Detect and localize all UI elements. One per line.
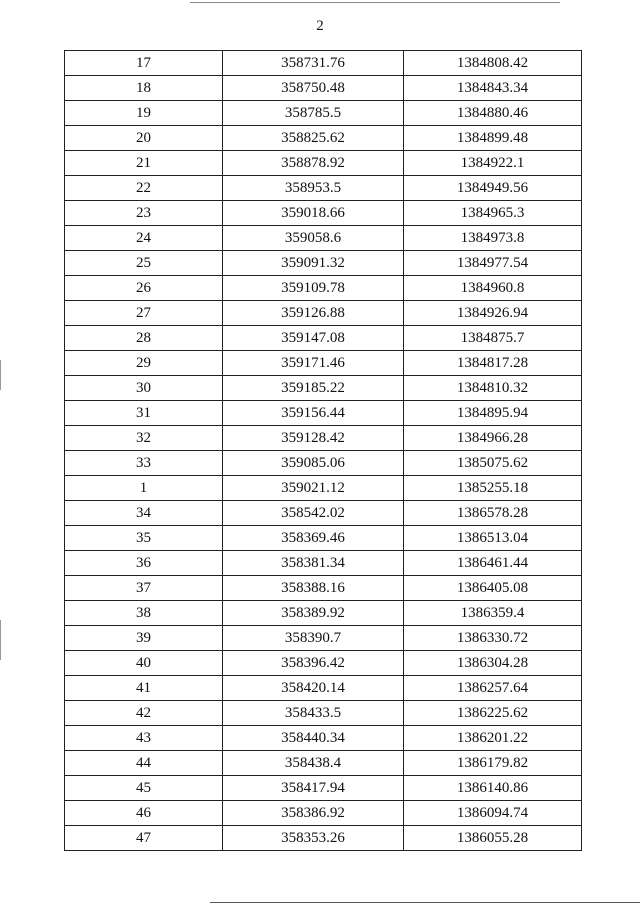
bottom-scan-line: [210, 902, 640, 903]
table-row: [65, 526, 582, 551]
x-coordinate-cell: 358878.92: [223, 151, 404, 176]
x-coordinate-cell: 358731.76: [223, 51, 404, 76]
x-coordinate-cell: 358438.4: [223, 751, 404, 776]
y-coordinate-cell: 1384977.54: [404, 251, 582, 276]
x-coordinate-cell: 359085.06: [223, 451, 404, 476]
x-coordinate-cell: 358390.7: [223, 626, 404, 651]
table-row: [65, 826, 582, 851]
y-coordinate-cell: 1384966.28: [404, 426, 582, 451]
table-row: [65, 201, 582, 226]
y-coordinate-cell: 1386257.64: [404, 676, 582, 701]
point-number-cell: 37: [65, 576, 223, 601]
x-coordinate-cell: 358386.92: [223, 801, 404, 826]
point-number-cell: 35: [65, 526, 223, 551]
y-coordinate-cell: 1384810.32: [404, 376, 582, 401]
table-row: [65, 576, 582, 601]
x-coordinate-cell: 359018.66: [223, 201, 404, 226]
point-number-cell: 25: [65, 251, 223, 276]
y-coordinate-cell: 1384875.7: [404, 326, 582, 351]
x-coordinate-cell: 358369.46: [223, 526, 404, 551]
table-row: [65, 551, 582, 576]
y-coordinate-cell: 1386094.74: [404, 801, 582, 826]
table-row: [65, 776, 582, 801]
table-row: [65, 151, 582, 176]
point-number-cell: 18: [65, 76, 223, 101]
x-coordinate-cell: 359058.6: [223, 226, 404, 251]
table-row: [65, 701, 582, 726]
y-coordinate-cell: 1386461.44: [404, 551, 582, 576]
point-number-cell: 17: [65, 51, 223, 76]
table-row: [65, 276, 582, 301]
table-row: [65, 101, 582, 126]
x-coordinate-cell: 358433.5: [223, 701, 404, 726]
point-number-cell: 23: [65, 201, 223, 226]
table-row: [65, 301, 582, 326]
table-row: [65, 501, 582, 526]
point-number-cell: 43: [65, 726, 223, 751]
point-number-cell: 31: [65, 401, 223, 426]
point-number-cell: 45: [65, 776, 223, 801]
x-coordinate-cell: 358417.94: [223, 776, 404, 801]
y-coordinate-cell: 1386304.28: [404, 651, 582, 676]
x-coordinate-cell: 358388.16: [223, 576, 404, 601]
table-row: [65, 376, 582, 401]
point-number-cell: 26: [65, 276, 223, 301]
point-number-cell: 19: [65, 101, 223, 126]
y-coordinate-cell: 1386225.62: [404, 701, 582, 726]
x-coordinate-cell: 358825.62: [223, 126, 404, 151]
table-row: [65, 176, 582, 201]
x-coordinate-cell: 358353.26: [223, 826, 404, 851]
x-coordinate-cell: 359171.46: [223, 351, 404, 376]
y-coordinate-cell: 1386405.08: [404, 576, 582, 601]
x-coordinate-cell: 358953.5: [223, 176, 404, 201]
table-row: [65, 476, 582, 501]
y-coordinate-cell: 1385255.18: [404, 476, 582, 501]
point-number-cell: 24: [65, 226, 223, 251]
point-number-cell: 47: [65, 826, 223, 851]
point-number-cell: 20: [65, 126, 223, 151]
table-row: [65, 626, 582, 651]
coordinates-table: [64, 50, 582, 851]
y-coordinate-cell: 1386513.04: [404, 526, 582, 551]
y-coordinate-cell: 1384949.56: [404, 176, 582, 201]
point-number-cell: 33: [65, 451, 223, 476]
x-coordinate-cell: 358542.02: [223, 501, 404, 526]
y-coordinate-cell: 1386359.4: [404, 601, 582, 626]
y-coordinate-cell: 1384808.42: [404, 51, 582, 76]
point-number-cell: 38: [65, 601, 223, 626]
x-coordinate-cell: 359091.32: [223, 251, 404, 276]
y-coordinate-cell: 1386330.72: [404, 626, 582, 651]
x-coordinate-cell: 359185.22: [223, 376, 404, 401]
point-number-cell: 21: [65, 151, 223, 176]
x-coordinate-cell: 359126.88: [223, 301, 404, 326]
table-row: [65, 751, 582, 776]
point-number-cell: 29: [65, 351, 223, 376]
point-number-cell: 42: [65, 701, 223, 726]
table-row: [65, 801, 582, 826]
page-number: 2: [316, 18, 324, 34]
point-number-cell: 46: [65, 801, 223, 826]
table-row: [65, 676, 582, 701]
y-coordinate-cell: 1385075.62: [404, 451, 582, 476]
x-coordinate-cell: 358750.48: [223, 76, 404, 101]
y-coordinate-cell: 1384880.46: [404, 101, 582, 126]
y-coordinate-cell: 1386201.22: [404, 726, 582, 751]
point-number-cell: 34: [65, 501, 223, 526]
table-row: [65, 426, 582, 451]
point-number-cell: 36: [65, 551, 223, 576]
point-number-cell: 39: [65, 626, 223, 651]
x-coordinate-cell: 359147.08: [223, 326, 404, 351]
point-number-cell: 27: [65, 301, 223, 326]
x-coordinate-cell: 359156.44: [223, 401, 404, 426]
point-number-cell: 1: [65, 476, 223, 501]
point-number-cell: 22: [65, 176, 223, 201]
y-coordinate-cell: 1384817.28: [404, 351, 582, 376]
x-coordinate-cell: 358420.14: [223, 676, 404, 701]
x-coordinate-cell: 359021.12: [223, 476, 404, 501]
point-number-cell: 28: [65, 326, 223, 351]
y-coordinate-cell: 1384965.3: [404, 201, 582, 226]
x-coordinate-cell: 358389.92: [223, 601, 404, 626]
x-coordinate-cell: 359109.78: [223, 276, 404, 301]
left-margin-mark: [0, 360, 1, 390]
x-coordinate-cell: 358396.42: [223, 651, 404, 676]
x-coordinate-cell: 358440.34: [223, 726, 404, 751]
y-coordinate-cell: 1386055.28: [404, 826, 582, 851]
y-coordinate-cell: 1384973.8: [404, 226, 582, 251]
y-coordinate-cell: 1384895.94: [404, 401, 582, 426]
table-row: [65, 126, 582, 151]
point-number-cell: 40: [65, 651, 223, 676]
x-coordinate-cell: 359128.42: [223, 426, 404, 451]
point-number-cell: 44: [65, 751, 223, 776]
table-row: [65, 651, 582, 676]
y-coordinate-cell: 1384922.1: [404, 151, 582, 176]
y-coordinate-cell: 1384926.94: [404, 301, 582, 326]
y-coordinate-cell: 1384899.48: [404, 126, 582, 151]
table-row: [65, 251, 582, 276]
left-margin-mark: [0, 620, 1, 660]
top-scan-line: [190, 2, 560, 3]
table-row: [65, 601, 582, 626]
table-row: [65, 351, 582, 376]
y-coordinate-cell: 1386578.28: [404, 501, 582, 526]
y-coordinate-cell: 1386140.86: [404, 776, 582, 801]
point-number-cell: 41: [65, 676, 223, 701]
table-row: [65, 726, 582, 751]
point-number-cell: 30: [65, 376, 223, 401]
table-row: [65, 451, 582, 476]
table-row: [65, 76, 582, 101]
x-coordinate-cell: 358785.5: [223, 101, 404, 126]
table-row: [65, 326, 582, 351]
y-coordinate-cell: 1384843.34: [404, 76, 582, 101]
table-row: [65, 401, 582, 426]
coordinates-table-body: [65, 51, 582, 851]
point-number-cell: 32: [65, 426, 223, 451]
table-row: [65, 226, 582, 251]
table-row: [65, 51, 582, 76]
y-coordinate-cell: 1384960.8: [404, 276, 582, 301]
y-coordinate-cell: 1386179.82: [404, 751, 582, 776]
x-coordinate-cell: 358381.34: [223, 551, 404, 576]
